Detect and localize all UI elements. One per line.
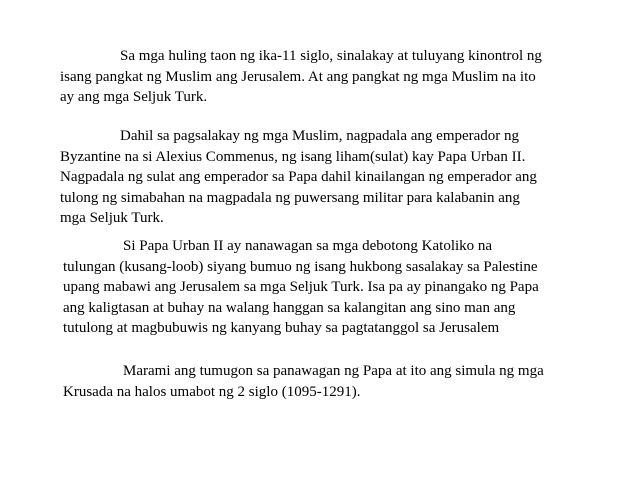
paragraph-line: Si Papa Urban II ay nanawagan sa mga debotong Katoliko na	[123, 238, 493, 254]
paragraph-line: tutulong at magbubuwis ng kanyang buhay sa pagtatanggol sa Jerusalem	[63, 320, 500, 336]
paragraph-line: tulungan (kusang-loob) siyang bumuo ng isang hukbong sasalakay sa Palestine	[63, 258, 538, 275]
paragraph-line: mga Seljuk Turk.	[60, 210, 164, 226]
paragraph-line: Nagpadala ng sulat ang emperador sa Papa dahil kinailangan ng emperador ang	[60, 169, 537, 185]
paragraph-4	[63, 361, 544, 402]
paragraph-3	[63, 236, 539, 339]
paragraph-line: isang pangkat ng Muslim ang Jerusalem. At ang pangkat ng mga Muslim na ito	[60, 68, 536, 85]
paragraph-line: Dahil sa pagsalakay ng mga Muslim, nagpadala ang emperador ng	[120, 128, 520, 144]
paragraph-line: Byzantine na si Alexius Commenus, ng isang liham(sulat) kay Papa Urban II.	[60, 148, 526, 165]
paragraph-2	[60, 126, 537, 229]
paragraph-line: ang kaligtasan at buhay na walang hanggan sa kalangitan ang sino man ang	[63, 299, 516, 316]
paragraph-line: upang mabawi ang Jerusalem sa mga Seljuk Turk. Isa pa ay pinangako ng Papa	[63, 279, 539, 295]
paragraph-line: Sa mga huling taon ng ika-11 siglo, sinalakay at tuluyang kinontrol ng	[120, 48, 542, 64]
paragraph-line: tulong ng simabahan na magpadala ng puwersang militar para kalabanin ang	[60, 189, 520, 206]
paragraph-line: Krusada na halos umabot ng 2 siglo (1095-1291).	[63, 383, 361, 400]
paragraph-1	[60, 46, 542, 108]
paragraph-line: ay ang mga Seljuk Turk.	[60, 89, 208, 105]
paragraph-line: Marami ang tumugon sa panawagan ng Papa at ito ang simula ng mga	[123, 363, 544, 379]
